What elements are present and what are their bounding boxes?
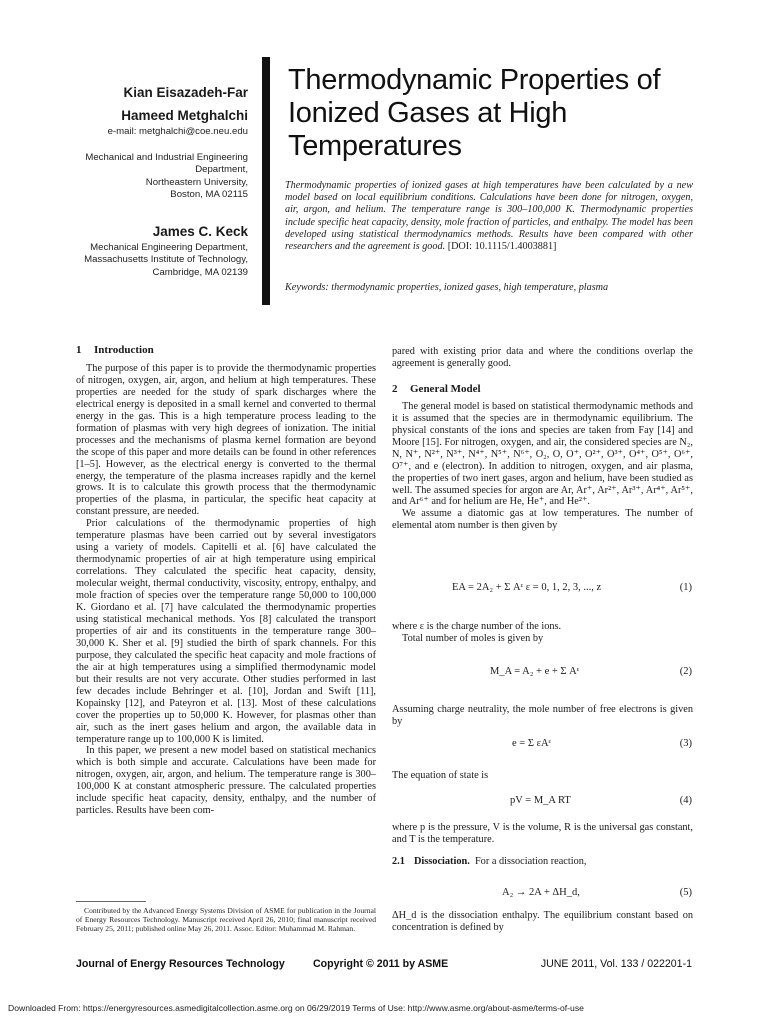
equation: e = Σ εAᵋ xyxy=(512,738,552,749)
author-name: James C. Keck xyxy=(152,224,248,239)
paragraph: ΔH_d is the dissociation enthalpy. The equilibrium constant based on concentration is defined by xyxy=(392,910,693,933)
equation: EA = 2A₂ + Σ Aᵋ ε = 0, 1, 2, 3, ..., z xyxy=(452,582,602,593)
equation: M_A = A₂ + e + Σ Aᵋ xyxy=(490,666,580,677)
paper-title: Thermodynamic Properties of Ionized Gases at High Temperatures xyxy=(288,64,661,162)
title-rule xyxy=(262,57,270,305)
left-column xyxy=(76,345,376,817)
equation-number: (3) xyxy=(679,738,692,749)
abstract xyxy=(285,180,693,253)
paragraph: Prior calculations of the thermodynamic properties of high temperature plasmas have been carried out by several investigators using a variety of models. Capitelli et al. [6] have calculated the thermodynamic properties of air at high temperature using empirical correlations. They calculated the specific heat capacity, density, molecular weight, thermal conductivity, viscosity, entropy, enthalpy, and mole fraction of species over the temperature range 50,000 to 100,000 K. Giordano et al. [7] have calculated the thermodynamic properties using statistical mechanical methods. Yos [8] calculated the transport properties of air and its constituents in the temperature range 300–30,000 K. Sher et al. [9] studied the birth of spark channels. For this purpose, they calculated the specific heat capacity and mole fractions of the air at high temperatures using a simplified thermodynamic model but their results are not very accurate. Other studies performed in last few decades include Behringer et al. [10], Jordan and Swift [11], Kopainsky [12], and Pateyron et al. [13]. Most of these calculations cover the properties up to 50,000 K. However, for plasmas other than air, such as the inert gases helium and argon, the available data in temperature range up to 100,000 K is limited. xyxy=(76,518,376,745)
author-name: Kian Eisazadeh-Far xyxy=(123,85,248,100)
right-column-text xyxy=(392,822,693,868)
right-column-text xyxy=(392,621,693,645)
equation: pV = M_A RT xyxy=(510,795,571,806)
subsection: 2.1 Dissociation. For a dissociation reaction, xyxy=(392,855,587,867)
equation-number: (5) xyxy=(679,887,692,898)
paragraph: where p is the pressure, V is the volume, R is the universal gas constant, and T is the temperature. xyxy=(392,822,693,845)
equation-number: (4) xyxy=(679,795,692,806)
right-column-text xyxy=(392,770,693,782)
paragraph: We assume a diatomic gas at low temperatures. The number of elemental atom number is then given by xyxy=(392,508,693,532)
author-name: Hameed Metghalchi xyxy=(121,108,248,123)
paragraph: Assuming charge neutrality, the mole number of free electrons is given by xyxy=(392,704,693,727)
paragraph: The purpose of this paper is to provide the thermodynamic properties of nitrogen, oxygen, air, argon, and helium at high temperatures. These properties are needed for the study of spark discharges where the electrical energy is deposited in a small kernel and converted to thermal energy in the gas. This is a high temperature process leading to the formation of plasmas with very high degrees of ionization. The initial processes and the mechanisms of plasma kernel formation are beyond the scope of this paper and more details can be found in other references [1–5]. However, as the electrical energy is converted to the thermal energy, the temperature of the plasma increases rapidly and the kernel grows. It is to calculate this growth process that the thermodynamic properties of the plasma, in particular, the specific heat capacity at constant pressure, are needed. xyxy=(76,362,376,518)
affiliation: Mechanical Engineering Department, Massachusetts Institute of Technology, Cambridge, MA 02139 xyxy=(84,242,248,278)
paragraph: Total number of moles is given by xyxy=(402,632,544,644)
right-column-top xyxy=(392,346,693,532)
section-heading: 1 Introduction xyxy=(76,344,154,356)
footnote-rule xyxy=(76,901,146,902)
author-email: e-mail: metghalchi@coe.neu.edu xyxy=(107,126,248,137)
journal-name: Journal of Energy Resources Technology xyxy=(76,958,285,970)
paragraph: In this paper, we present a new model based on statistical mechanics which is both simple and accurate. Calculations have been made for nitrogen, oxygen, air, argon, and helium. The temperature range is 300–100,000 K at constant atmospheric pressure. The calculated properties include specific heat capacity, density, enthalpy, and the number of particles. Results have been com- xyxy=(76,745,376,817)
equation-number: (2) xyxy=(679,666,692,677)
keywords: Keywords: thermodynamic properties, ionized gases, high temperature, plasma xyxy=(285,282,609,293)
download-notice: Downloaded From: https://energyresources.asmedigitalcollection.asme.org on 06/29/2019 Terms of Use: http://www.asme.org/about-asme/terms-of-use xyxy=(8,1003,584,1013)
affiliation: Mechanical and Industrial Engineering Department, Northeastern University, Boston, MA 02115 xyxy=(85,152,248,201)
equation-number: (1) xyxy=(679,582,692,593)
abstract-text: Thermodynamic properties of ionized gases at high temperatures have been calculated by a new model based on local equilibrium conditions. Calculations have been done for nitrogen, oxygen, air, argon, and helium. The temperature range is 300–100,000 K. Thermodynamic properties include specific heat capacity, density, mole fraction of particles, and enthalpy. The model has been developed using statistical thermodynamics methods. Results have been compared with other researchers and the agreement is good. xyxy=(285,180,693,253)
section-heading: 2 General Model xyxy=(392,382,481,395)
copyright: Copyright © 2011 by ASME xyxy=(313,958,449,970)
paragraph: where ε is the charge number of the ions. xyxy=(392,621,562,632)
right-column-text xyxy=(392,910,693,934)
paragraph: The general model is based on statistical thermodynamic methods and it is assumed that the species are in thermodynamic equilibrium. The physical constants of the ions and species are taken from Fay [14] and Moore [15]. For nitrogen, oxygen, and air, the considered species are N₂, N, N⁺, N²⁺, N³⁺, N⁴⁺, N⁵⁺, N⁶⁺, O₂, O, O⁺, O²⁺, O³⁺, O⁴⁺, O⁵⁺, O⁶⁺, O⁷⁺, and e (electron). In addition to nitrogen, oxygen, and air plasma, the properties of two inert gases, argon and helium, have been studied as well. The assumed species for argon are Ar, Ar⁺, Ar²⁺, Ar³⁺, Ar⁴⁺, Ar⁵⁺, and Ar⁶⁺ and for helium are He, He⁺, and He²⁺. xyxy=(392,400,693,508)
right-column-text xyxy=(392,704,693,728)
paragraph: The equation of state is xyxy=(392,770,489,781)
issue-info: JUNE 2011, Vol. 133 / 022201-1 xyxy=(540,958,692,970)
equation: A₂ → 2A + ΔH_d, xyxy=(502,887,580,898)
paragraph: pared with existing prior data and where the conditions overlap the agreement is generally good. xyxy=(392,346,693,369)
footnote: Contributed by the Advanced Energy Systems Division of ASME for publication in the Journal of Energy Resources Technology. Manuscript received April 26, 2010; final manuscript received February 25, 2011; published online May 26, 2011. Assoc. Editor: Muhammad M. Rahman. xyxy=(76,906,376,934)
doi: [DOI: 10.1115/1.4003881] xyxy=(447,241,557,253)
